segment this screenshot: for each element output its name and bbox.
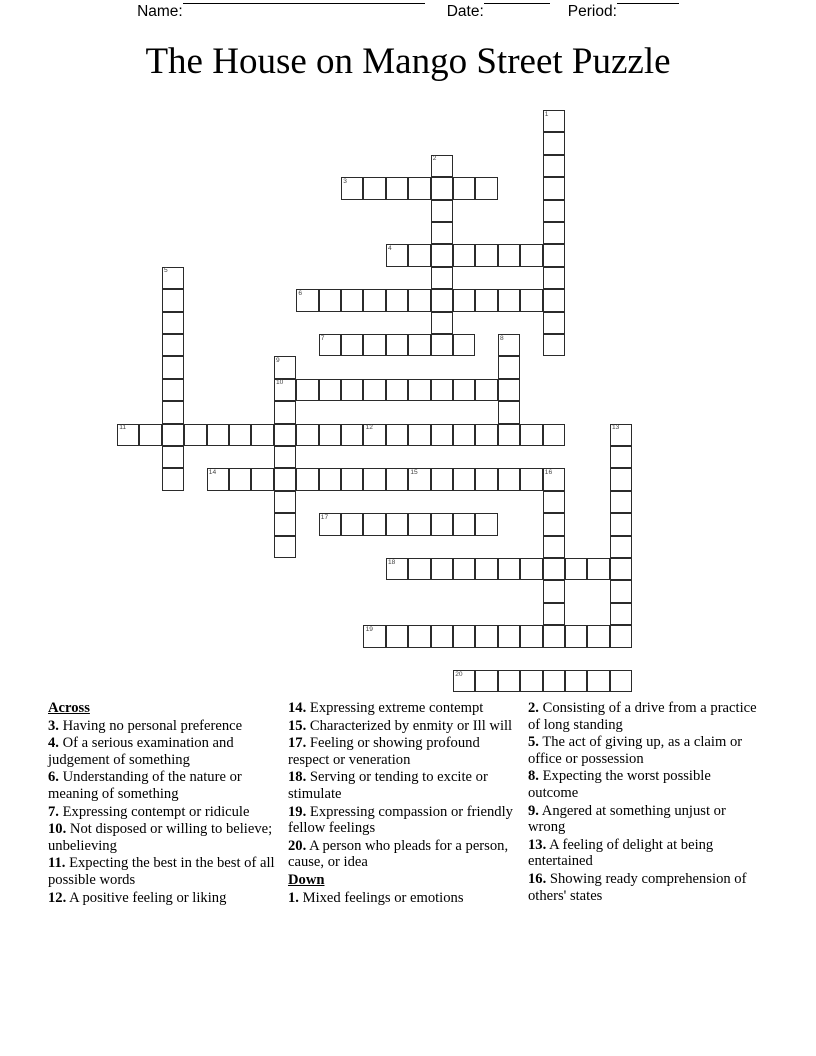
clue-number: 4. [48,735,59,752]
grid-cell[interactable] [296,424,318,446]
grid-cell[interactable] [363,334,385,356]
clue-item: 20. A person who pleads for a person, cause, or idea [288,837,509,871]
grid-cell[interactable] [431,625,453,647]
grid-cell[interactable] [274,379,296,401]
grid-cell[interactable] [229,468,251,490]
grid-cell[interactable] [453,670,475,692]
grid-cell[interactable] [543,244,565,266]
clue-item: 8. Expecting the worst possible outcome [528,768,711,801]
grid-cell-number: 19 [365,625,373,633]
grid-cell[interactable] [610,670,632,692]
clue-item: 19. Expressing compassion or friendly fellow feelings [288,803,513,837]
grid-cell[interactable] [207,468,229,490]
grid-cell[interactable] [475,244,497,266]
grid-cell[interactable] [162,401,184,423]
clues-column-3 [528,700,760,905]
grid-cell[interactable] [520,424,542,446]
grid-cell[interactable] [498,670,520,692]
grid-cell[interactable] [319,424,341,446]
grid-cell[interactable] [520,625,542,647]
grid-cell[interactable] [341,513,363,535]
clue-number: 10. [48,821,67,838]
grid-cell[interactable] [296,379,318,401]
grid-cell[interactable] [610,446,632,468]
grid-cell[interactable] [162,334,184,356]
grid-cell[interactable] [184,424,206,446]
grid-cell[interactable] [543,536,565,558]
clue-item: 14. Expressing extreme contempt [288,700,484,716]
clue-number: 14. [288,700,307,716]
grid-cell[interactable] [610,424,632,446]
grid-cell[interactable] [453,379,475,401]
grid-cell[interactable] [475,379,497,401]
grid-cell[interactable] [363,177,385,199]
grid-cell[interactable] [408,625,430,647]
grid-cell[interactable] [386,177,408,199]
grid-cell[interactable] [386,289,408,311]
clues-column-2 [288,700,514,907]
grid-cell[interactable] [543,468,565,490]
grid-cell[interactable] [543,177,565,199]
grid-cell-number: 4 [387,244,392,252]
clue-number: 8. [528,768,539,785]
grid-cell-number: 1 [544,110,549,118]
grid-cell-number: 18 [387,558,396,566]
grid-cell[interactable] [431,424,453,446]
grid-cell[interactable] [363,289,385,311]
grid-cell[interactable] [543,312,565,334]
grid-cell[interactable] [520,558,542,580]
grid-cell[interactable] [431,289,453,311]
grid-cell[interactable] [431,558,453,580]
grid-cell[interactable] [162,468,184,490]
grid-cell[interactable] [453,558,475,580]
grid-cell[interactable] [475,625,497,647]
grid-cell[interactable] [543,625,565,647]
grid-cell[interactable] [565,670,587,692]
grid-cell[interactable] [229,424,251,446]
grid-cell[interactable] [520,244,542,266]
grid-cell[interactable] [162,446,184,468]
clue-number: 17. [288,735,307,752]
grid-cell[interactable] [319,289,341,311]
clue-number: 20. [288,837,307,854]
grid-cell[interactable] [543,334,565,356]
grid-cell-number: 16 [544,468,553,476]
grid-cell[interactable] [543,110,565,132]
grid-cell[interactable] [498,244,520,266]
grid-cell-number: 17 [320,513,329,521]
grid-cell[interactable] [431,222,453,244]
grid-cell-number: 5 [163,267,168,275]
grid-cell[interactable] [475,558,497,580]
grid-cell-number: 3 [343,177,347,185]
grid-cell[interactable] [162,424,184,446]
grid-cell[interactable] [274,424,296,446]
grid-cell[interactable] [296,468,318,490]
grid-cell[interactable] [408,334,430,356]
grid-cell-number: 7 [320,334,325,342]
grid-cell[interactable] [520,670,542,692]
clue-number: 11. [48,855,66,872]
grid-cell-number: 11 [119,424,127,432]
grid-cell[interactable] [408,558,430,580]
grid-cell[interactable] [610,468,632,490]
clue-item: 4. Of a serious examination and judgement of something [48,735,234,768]
grid-cell[interactable] [610,513,632,535]
clue-item: 2. Consisting of a drive from a practice of long standing [528,700,757,733]
clue-number: 3. [48,717,59,734]
clues-heading: Down [288,871,325,888]
grid-cell[interactable] [453,244,475,266]
grid-cell[interactable] [565,625,587,647]
grid-cell[interactable] [319,468,341,490]
clue-item: 18. Serving or tending to excite or stimulate [288,769,488,802]
grid-cell[interactable] [386,625,408,647]
grid-cell[interactable] [274,513,296,535]
grid-cell[interactable] [610,603,632,625]
grid-cell[interactable] [341,177,363,199]
grid-cell[interactable] [543,289,565,311]
grid-cell-number: 13 [611,424,620,432]
clue-number: 15. [288,717,307,734]
grid-cell-number: 9 [275,356,280,364]
grid-cell[interactable] [274,356,296,378]
grid-cell[interactable] [274,536,296,558]
grid-cell[interactable] [319,334,341,356]
clue-number: 2. [528,700,539,716]
clue-item: 11. Expecting the best in the best of all possible words [48,855,275,888]
clue-number: 5. [528,734,539,751]
grid-cell[interactable] [162,267,184,289]
grid-cell[interactable] [251,424,273,446]
grid-cell[interactable] [386,468,408,490]
grid-cell[interactable] [453,424,475,446]
grid-cell[interactable] [498,379,520,401]
grid-cell[interactable] [162,289,184,311]
grid-cell[interactable] [498,558,520,580]
grid-cell[interactable] [408,289,430,311]
grid-cell[interactable] [274,468,296,490]
grid-cell[interactable] [431,379,453,401]
grid-cell[interactable] [341,424,363,446]
grid-cell[interactable] [587,558,609,580]
clue-item: 5. The act of giving up, as a claim or office or possession [528,734,743,767]
grid-cell[interactable] [453,289,475,311]
grid-cell[interactable] [274,446,296,468]
page-title: The House on Mango Street Puzzle [145,41,671,82]
grid-cell[interactable] [543,424,565,446]
grid-cell[interactable] [543,267,565,289]
clue-item: 1. Mixed feelings or emotions [288,889,464,906]
grid-cell[interactable] [341,379,363,401]
grid-cell[interactable] [453,513,475,535]
grid-cell[interactable] [587,625,609,647]
grid-cell-number: 2 [432,155,437,163]
grid-cell-number: 20 [455,670,463,678]
grid-cell[interactable] [475,513,497,535]
clue-number: 1. [288,889,299,906]
grid-cell[interactable] [408,177,430,199]
grid-cell-number: 6 [298,289,303,297]
grid-cell[interactable] [386,513,408,535]
grid-cell[interactable] [543,155,565,177]
grid-cell[interactable] [207,424,229,446]
grid-cell-number: 15 [410,468,418,476]
grid-cell-number: 14 [208,468,217,476]
grid-cell[interactable] [117,424,139,446]
grid-cell[interactable] [543,200,565,222]
grid-cell[interactable] [162,379,184,401]
clue-item: 9. Angered at something unjust or wrong [528,802,726,836]
grid-cell[interactable] [453,625,475,647]
grid-cell[interactable] [319,379,341,401]
grid-cell[interactable] [274,401,296,423]
grid-cell[interactable] [453,468,475,490]
clue-number: 12. [48,889,67,906]
grid-cell[interactable] [431,155,453,177]
clue-item: 12. A positive feeling or liking [48,889,227,906]
grid-cell[interactable] [475,424,497,446]
period-label: Period: [567,3,617,20]
grid-cell[interactable] [498,401,520,423]
grid-cell[interactable] [363,625,385,647]
grid-cell[interactable] [543,132,565,154]
clue-item: 6. Understanding of the nature or meaning of something [48,769,242,802]
grid-cell[interactable] [498,356,520,378]
clue-item: 15. Characterized by enmity or Ill will [288,717,513,734]
grid-cell[interactable] [341,289,363,311]
grid-cell[interactable] [475,670,497,692]
grid-cell[interactable] [498,289,520,311]
date-label: Date: [446,3,484,20]
grid-cell[interactable] [386,379,408,401]
grid-cell[interactable] [363,468,385,490]
clue-number: 16. [528,870,547,887]
grid-cell[interactable] [431,200,453,222]
grid-cell[interactable] [408,424,430,446]
clue-item: 16. Showing ready comprehension of others' states [528,870,747,904]
clue-number: 9. [528,802,539,819]
grid-cell[interactable] [341,334,363,356]
grid-cell[interactable] [453,177,475,199]
clues-column-1 [48,700,276,907]
grid-cell[interactable] [363,379,385,401]
grid-cell[interactable] [386,244,408,266]
grid-cell[interactable] [610,491,632,513]
grid-cell[interactable] [274,491,296,513]
grid-cell[interactable] [408,379,430,401]
clue-number: 6. [48,769,59,786]
clue-number: 13. [528,836,547,853]
clue-number: 19. [288,803,307,820]
grid-cell-number: 12 [365,424,373,432]
clue-number: 18. [288,769,307,786]
grid-cell[interactable] [431,468,453,490]
grid-cell[interactable] [162,312,184,334]
grid-cell[interactable] [543,558,565,580]
grid-cell[interactable] [498,625,520,647]
clue-item: 17. Feeling or showing profound respect or veneration [288,735,480,768]
grid-cell[interactable] [139,424,161,446]
grid-cell[interactable] [543,222,565,244]
grid-cell[interactable] [475,289,497,311]
clue-item: 3. Having no personal preference [48,717,243,734]
name-label: Name: [137,3,183,20]
grid-cell[interactable] [498,468,520,490]
grid-cell[interactable] [162,356,184,378]
grid-cell[interactable] [363,513,385,535]
grid-cell[interactable] [520,468,542,490]
clue-item: 10. Not disposed or willing to believe; unbelieving [48,821,273,854]
grid-cell[interactable] [565,558,587,580]
grid-cell[interactable] [431,177,453,199]
clue-number: 7. [48,803,59,820]
grid-cell[interactable] [386,424,408,446]
grid-cell[interactable] [363,424,385,446]
grid-cell[interactable] [610,536,632,558]
grid-cell-number: 10 [275,379,284,387]
grid-cell[interactable] [251,468,273,490]
grid-cell[interactable] [498,424,520,446]
grid-cell[interactable] [610,625,632,647]
grid-cell[interactable] [587,670,609,692]
grid-cell[interactable] [431,312,453,334]
grid-cell[interactable] [498,334,520,356]
grid-cell[interactable] [386,558,408,580]
grid-cell[interactable] [319,513,341,535]
grid-cell[interactable] [386,334,408,356]
grid-cell[interactable] [543,513,565,535]
grid-cell[interactable] [431,513,453,535]
grid-cell[interactable] [431,334,453,356]
grid-cell[interactable] [520,289,542,311]
clues-section [0,700,816,1000]
grid-cell[interactable] [475,468,497,490]
grid-cell[interactable] [408,468,430,490]
grid-cell[interactable] [408,244,430,266]
grid-cell-number: 8 [499,334,504,342]
grid-cell[interactable] [543,491,565,513]
grid-cell[interactable] [296,289,318,311]
clue-item: 7. Expressing contempt or ridicule [48,803,250,820]
grid-cell[interactable] [610,580,632,602]
grid-cell[interactable] [341,468,363,490]
grid-cell[interactable] [543,670,565,692]
grid-cell[interactable] [610,558,632,580]
clues-heading: Across [48,700,90,716]
clue-item: 13. A feeling of delight at being entertained [528,836,714,870]
grid-cell[interactable] [431,244,453,266]
grid-cell[interactable] [543,580,565,602]
grid-cell[interactable] [475,177,497,199]
grid-cell[interactable] [431,267,453,289]
grid-cell[interactable] [543,603,565,625]
grid-cell[interactable] [453,334,475,356]
grid-cell[interactable] [408,513,430,535]
